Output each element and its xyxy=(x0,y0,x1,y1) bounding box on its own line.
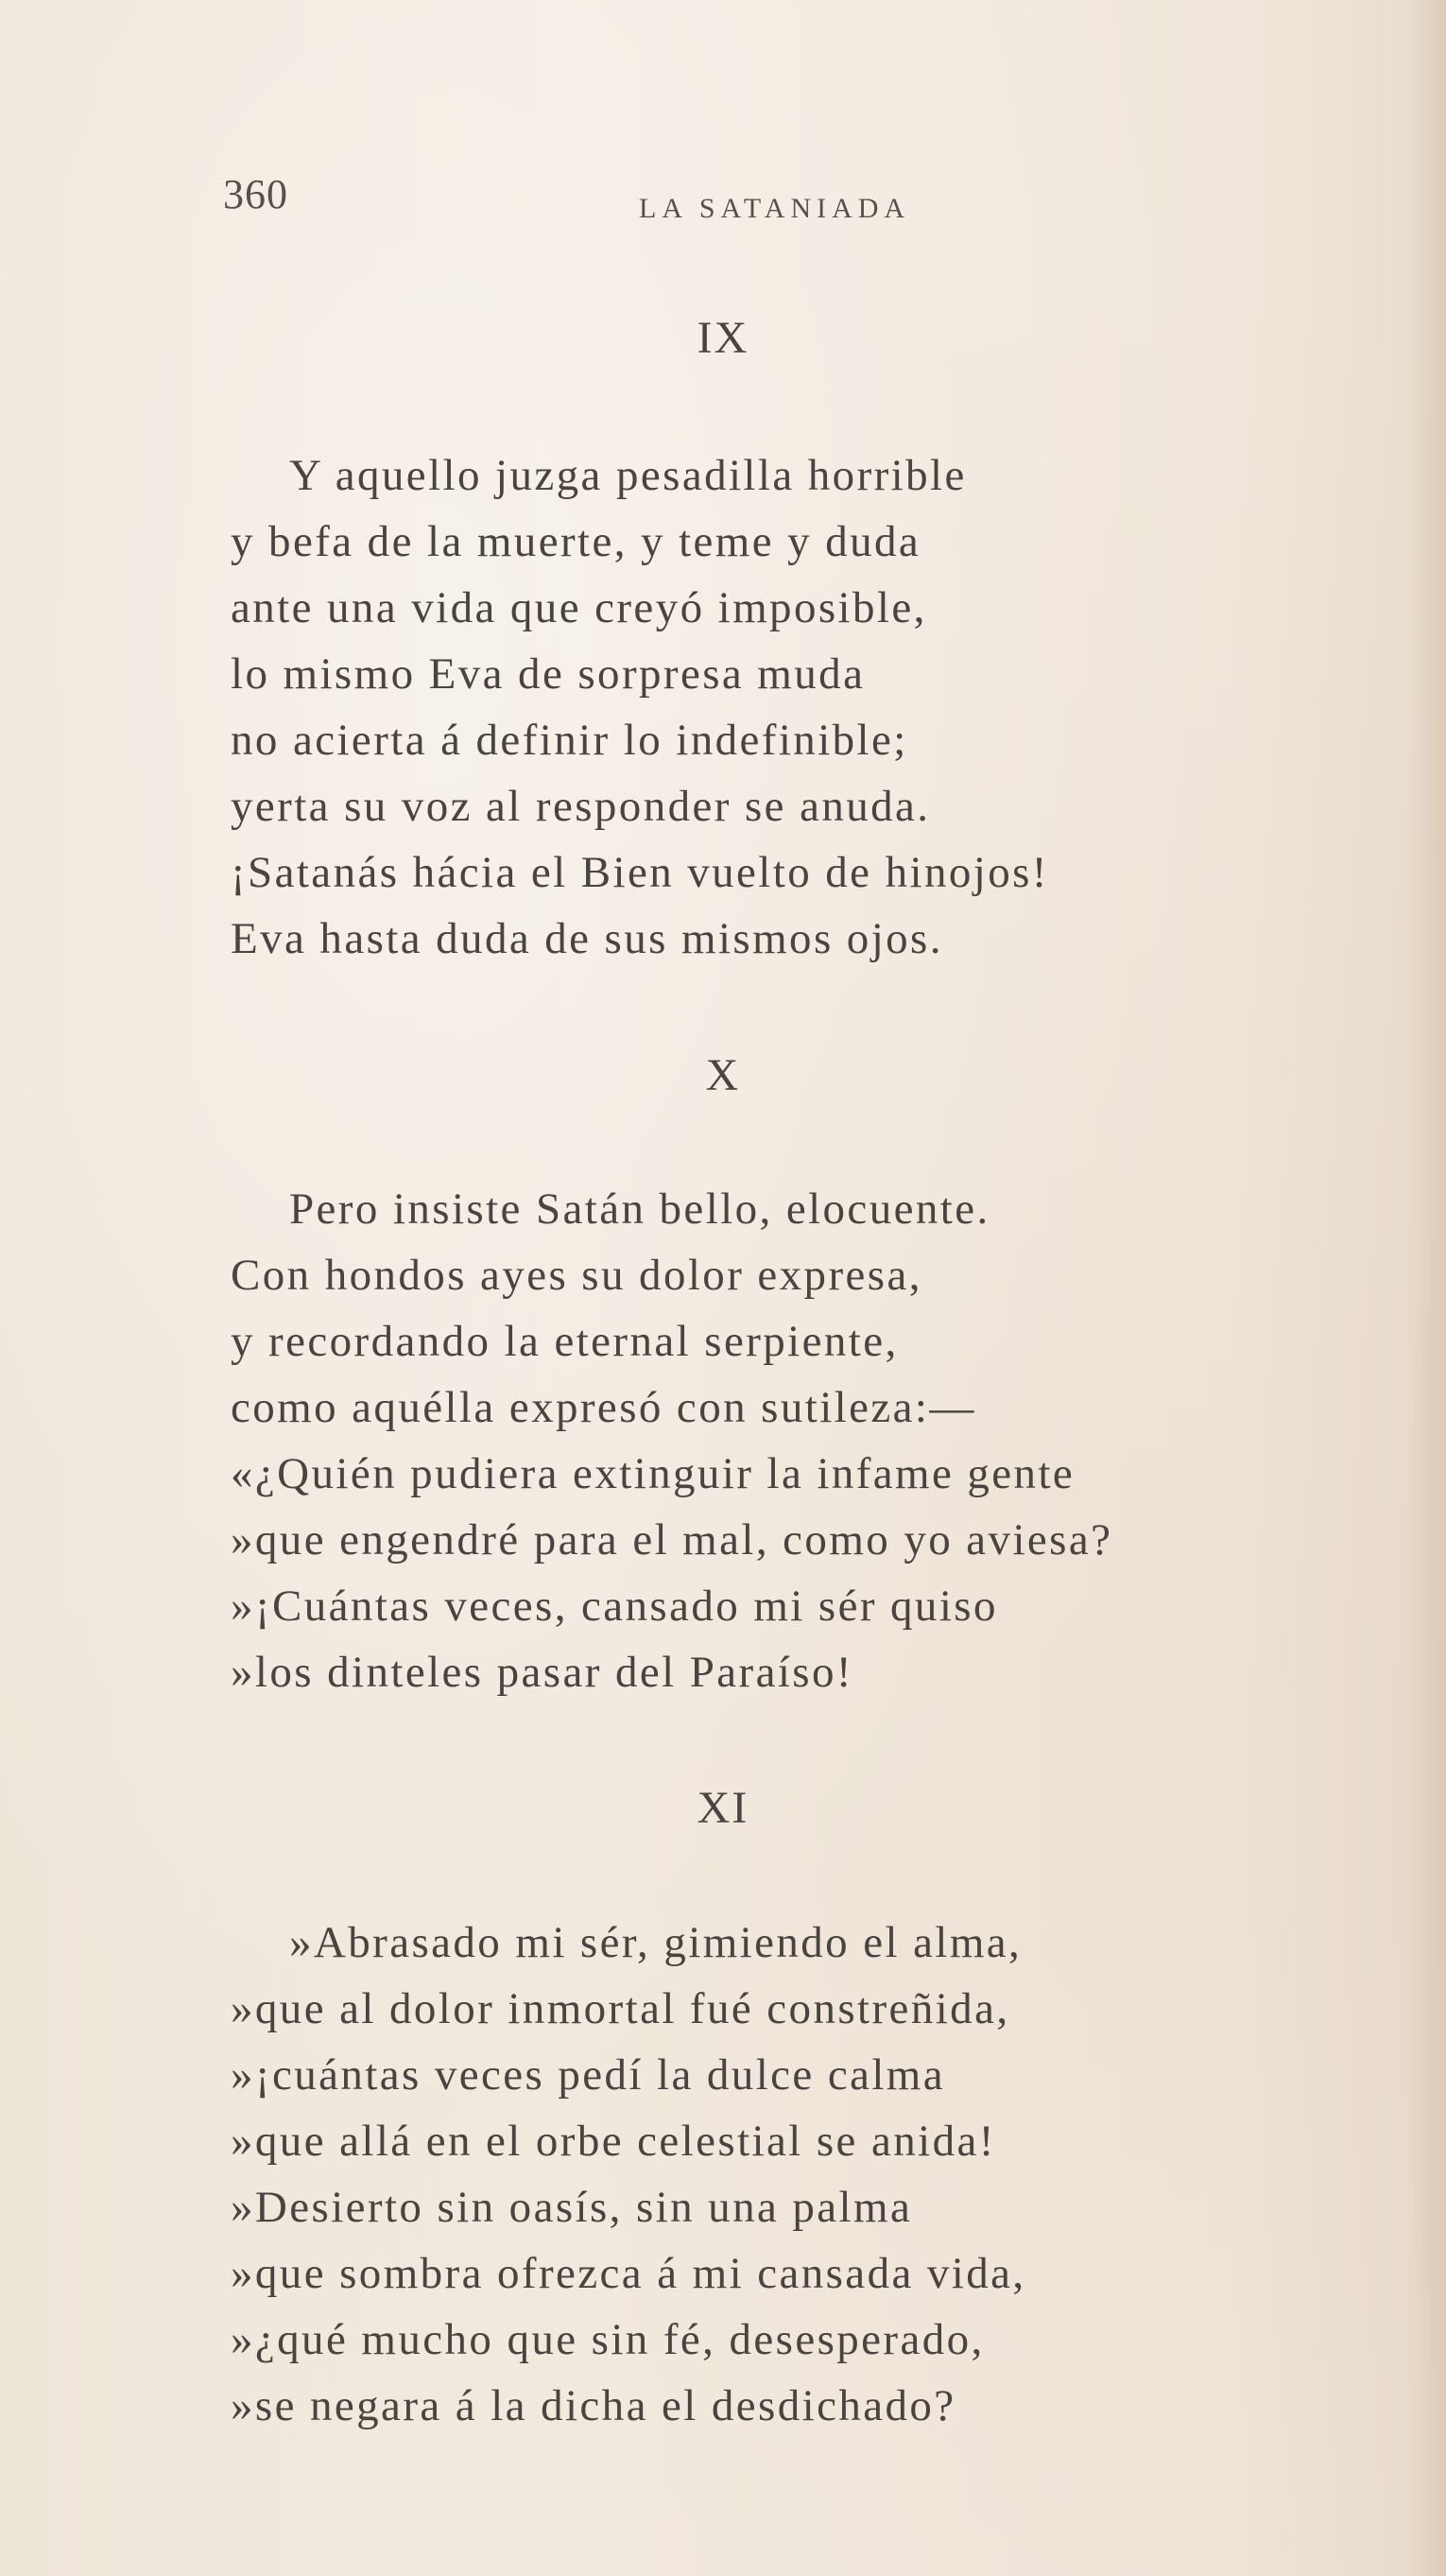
verse-line: no acierta á definir lo indefinible; xyxy=(231,716,908,765)
running-head xyxy=(0,170,1446,227)
verse-line: ante una vida que creyó imposible, xyxy=(231,583,927,632)
verse-line: Eva hasta duda de sus mismos ojos. xyxy=(231,914,943,963)
verse-line: »que engendré para el mal, como yo aviesa? xyxy=(231,1515,1113,1565)
verse-line: lo mismo Eva de sorpresa muda xyxy=(231,649,866,699)
stanza-x xyxy=(231,1176,1317,1705)
verse-line: »que sombra ofrezca á mi cansada vida, xyxy=(231,2249,1026,2298)
stanza-number-ix: IX xyxy=(697,313,749,363)
verse-line: Pero insiste Satán bello, elocuente. xyxy=(289,1184,990,1234)
verse-line: ¡Satanás hácia el Bien vuelto de hinojos! xyxy=(231,848,1049,897)
verse-line: »se negara á la dicha el desdichado? xyxy=(231,2381,956,2430)
stanza-xi xyxy=(231,1910,1317,2439)
verse-line: y recordando la eternal serpiente, xyxy=(231,1317,899,1366)
verse-line: »¡Cuántas veces, cansado mi sér quiso xyxy=(231,1582,998,1631)
verse-line: «¿Quién pudiera extinguir la infame gente xyxy=(231,1449,1076,1498)
verse-line: »los dinteles pasar del Paraíso! xyxy=(231,1648,853,1697)
verse-line: »¡cuántas veces pedí la dulce calma xyxy=(231,2050,946,2100)
verse-line: »Abrasado mi sér, gimiendo el alma, xyxy=(289,1918,1023,1967)
verse-line: »Desierto sin oasís, sin una palma xyxy=(231,2183,913,2232)
stanza-number-xi: XI xyxy=(697,1783,749,1833)
verse-line: »que allá en el orbe celestial se anida! xyxy=(231,2117,996,2166)
page-edge-shadow xyxy=(1408,0,1446,2576)
verse-line: yerta su voz al responder se anuda. xyxy=(231,782,931,831)
verse-line: Y aquello juzga pesadilla horrible xyxy=(289,451,967,500)
verse-line: »¿qué mucho que sin fé, desesperado, xyxy=(231,2315,985,2364)
page-number: 360 xyxy=(223,171,288,217)
running-title: LA SATANIADA xyxy=(639,193,911,224)
verse-line: y befa de la muerte, y teme y duda xyxy=(231,517,921,566)
verse-line: Con hondos ayes su dolor expresa, xyxy=(231,1251,922,1300)
stanza-number-x: X xyxy=(705,1050,741,1100)
stanza-ix xyxy=(231,442,1317,972)
verse-line: como aquélla expresó con sutileza:— xyxy=(231,1383,976,1432)
verse-line: »que al dolor inmortal fué constreñida, xyxy=(231,1984,1010,2033)
